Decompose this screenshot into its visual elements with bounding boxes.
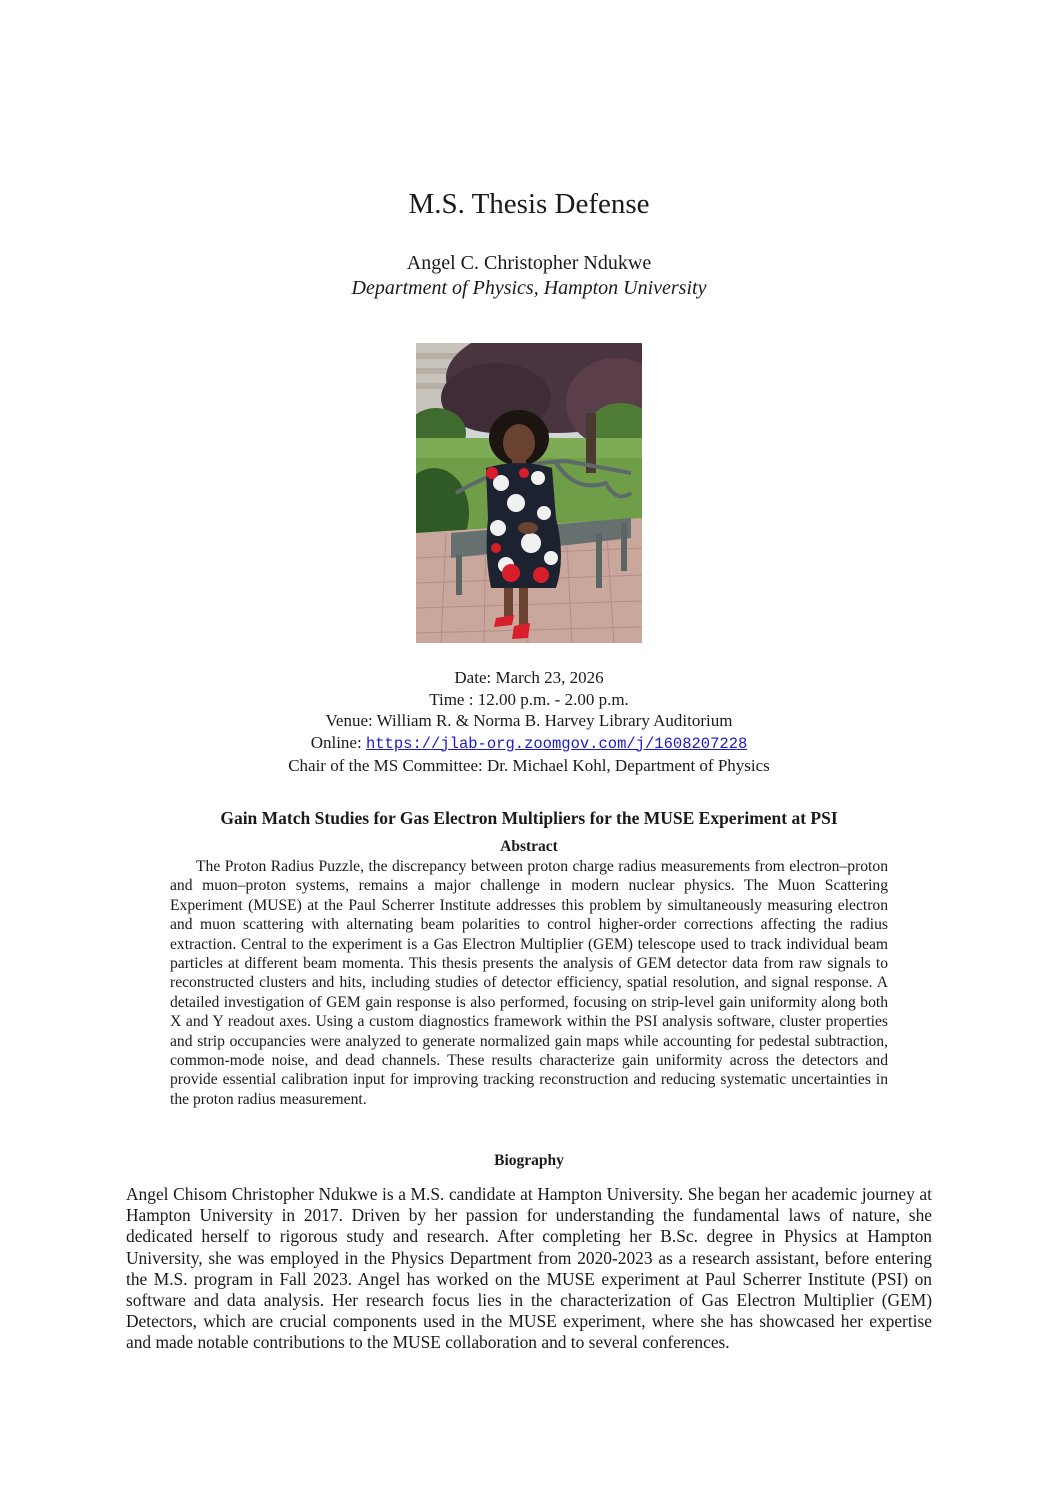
zoom-link[interactable]: https://jlab-org.zoomgov.com/j/1608207228 [365, 734, 748, 753]
page-title: M.S. Thesis Defense [408, 188, 650, 220]
event-online [0, 732, 1058, 756]
biography-text: Angel Chisom Christopher Ndukwe is a M.S. candidate at Hampton University. She began her academic journey at Hampton University in 2017. Driven by her passion for understanding the fundamental laws of nature, she dedicated herself to rigorous study and research. After completing her B.Sc. degree in Physics at Hampton University, she was employed in the Physics Department from 2020-2023 as a research assistant, before entering the M.S. program in Fall 2023. Angel has worked on the MUSE experiment at Paul Scherrer Institute (PSI) on software and data analysis. Her research focus lies in the characterization of Gas Electron Multiplier (GEM) Detectors, which are crucial components used in the MUSE experiment, where she has showcased her expertise and made notable contributions to the MUSE collaboration and to several conferences. [126, 1184, 932, 1353]
event-venue: Venue: William R. & Norma B. Harvey Library Auditorium [325, 711, 733, 730]
event-time: Time : 12.00 p.m. - 2.00 p.m. [429, 689, 629, 709]
thesis-title: Gain Match Studies for Gas Electron Multipliers for the MUSE Experiment at PSI [220, 808, 838, 828]
online-label: Online: [310, 732, 362, 752]
abstract-heading: Abstract [500, 838, 558, 855]
committee-chair: Chair of the MS Committee: Dr. Michael Kohl, Department of Physics [288, 756, 770, 775]
author-department: Department of Physics, Hampton University [351, 277, 707, 299]
biography-heading: Biography [494, 1152, 564, 1169]
candidate-photo [416, 343, 642, 643]
abstract-text: The Proton Radius Puzzle, the discrepancy between proton charge radius measurements from electron–proton and muon–proton systems, remains a major challenge in modern nuclear physics. The Muon Scattering Experiment (MUSE) at the Paul Scherrer Institute addresses this problem by simultaneously measuring electron and muon scattering with alternating beam polarities to control higher-order corrections affecting the radius extraction. Central to the experiment is a Gas Electron Multiplier (GEM) telescope used to track individual beam particles at different beam momenta. This thesis presents the analysis of GEM detector data from raw signals to reconstructed clusters and hits, including studies of detector efficiency, spatial resolution, and signal response. A detailed investigation of GEM gain response is also performed, focusing on strip-level gain uniformity along both X and Y readout axes. Using a custom diagnostics framework within the PSI analysis software, cluster properties and strip occupancies were analyzed to generate normalized gain maps while accounting for pedestal subtraction, common-mode noise, and dead channels. These results characterize gain uniformity across the detectors and provide essential calibration input for improving tracking reconstruction and reducing systematic uncertainties in the proton radius measurement. [170, 858, 888, 1108]
event-date: Date: March 23, 2026 [454, 668, 604, 687]
author-name: Angel C. Christopher Ndukwe [406, 252, 652, 274]
event-details [0, 667, 1058, 777]
